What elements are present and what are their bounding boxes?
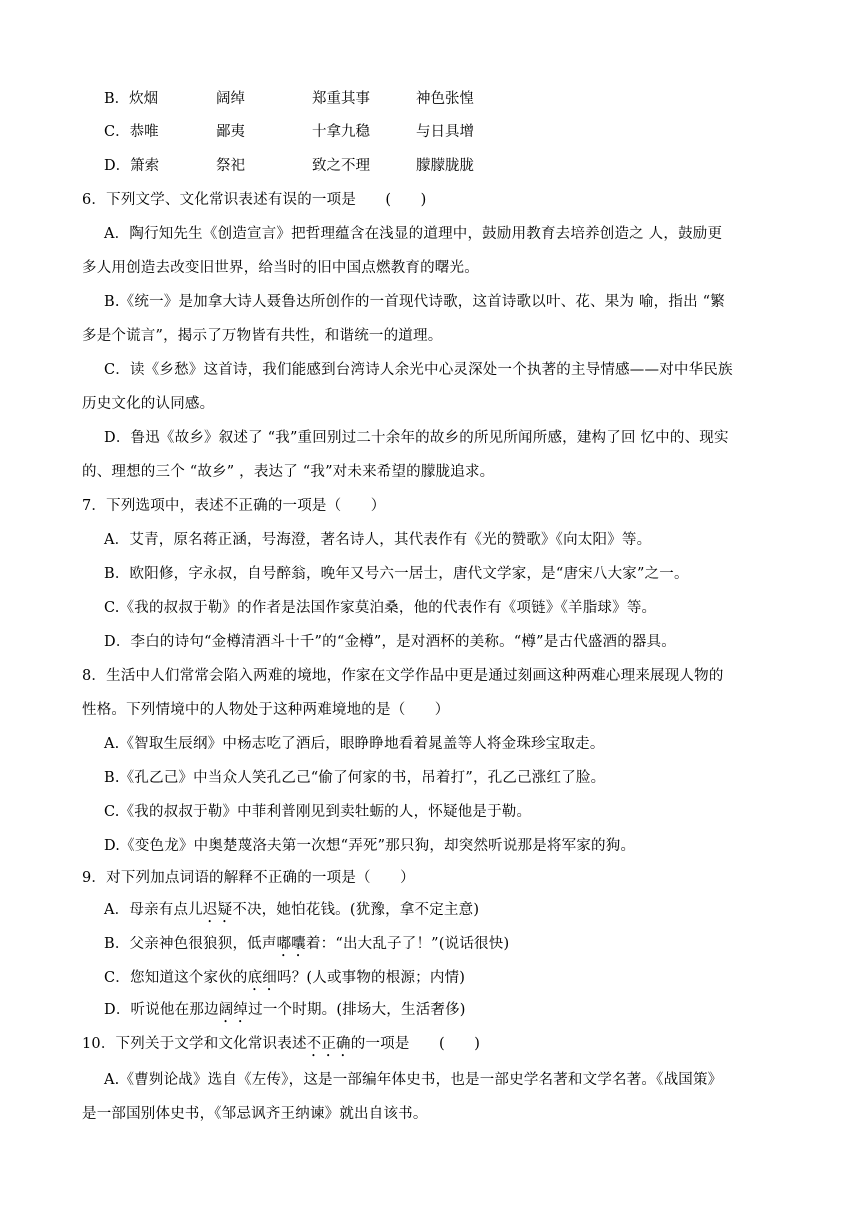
q10-option-a-line-1: A.《曹刿论战》选自《左传》，这是一部编年体史书，也是一部史学名著和文学名著。《战国策》 <box>104 1072 723 1088</box>
q9-stem: 9．对下列加点词语的解释不正确的一项是（ ） <box>82 870 415 886</box>
q6-option-d-line-2: 的、理想的三个 “故乡” ，表达了 “我”对未来希望的朦胧追求。 <box>82 464 495 480</box>
q5-option-b-word-2: 阔绰 <box>216 91 245 107</box>
q6-option-b-line-1: B.《统一》是加拿大诗人聂鲁达所创作的一首现代诗歌，这首诗歌以叶、花、果为 喻，指出 “繁 <box>104 294 725 310</box>
q6-option-c-line-1: C．读《乡愁》这首诗，我们能感到台湾诗人余光中心灵深处一个执著的主导情感——对中华民族 <box>104 362 733 378</box>
q9-option-a-suffix: 不决，她怕花钱。(犹豫，拿不定主意) <box>232 902 480 918</box>
q9-option-a-prefix: A．母亲有点儿 <box>104 902 203 918</box>
q9-option-b <box>104 934 509 960</box>
q5-option-b-word-4: 神色张惶 <box>416 91 474 107</box>
q7-option-d: D．李白的诗句“金樽清酒斗十千”的“金樽”，是对酒杯的美称。“樽”是古代盛酒的器具。 <box>104 634 676 650</box>
q10-stem-prefix: 10．下列关于文学和文化常识表述 <box>82 1036 307 1052</box>
q9-option-d-dotted-word: 阔绰 <box>218 1002 249 1018</box>
q8-option-d: D.《变色龙》中奥楚蔑洛夫第一次想“弄死”那只狗，却突然听说那是将军家的狗。 <box>104 838 636 854</box>
q6-option-c-line-2: 历史文化的认同感。 <box>82 396 215 412</box>
q8-option-a: A.《智取生辰纲》中杨志吃了酒后，眼睁睁地看着晁盖等人将金珠珍宝取走。 <box>104 736 605 752</box>
q5-option-b-word-3: 郑重其事 <box>312 91 370 107</box>
q5-option-d-word-3: 致之不理 <box>312 158 370 174</box>
q7-option-a: A．艾青，原名蒋正涵，号海澄，著名诗人，其代表作有《光的赞歌》《向太阳》等。 <box>104 532 652 548</box>
q8-option-b: B.《孔乙己》中当众人笑孔乙己“偷了何家的书，吊着打”，孔乙己涨红了脸。 <box>104 770 606 786</box>
q10-stem-dotted-word: 不正确 <box>306 1036 351 1052</box>
q8-stem-line-1: 8．生活中人们常常会陷入两难的境地，作家在文学作品中更是通过刻画这种两难心理来展现人物的 <box>82 668 724 684</box>
q10-option-a-line-2: 是一部国别体史书，《邹忌讽齐王纳谏》就出自该书。 <box>82 1106 428 1122</box>
q5-option-d-word-2: 祭祀 <box>216 158 245 174</box>
q9-option-b-suffix: 着：“出大乱子了！”(说话很快) <box>305 936 510 952</box>
q10-stem <box>82 1034 480 1060</box>
q9-option-b-dotted-word: 嘟囔 <box>276 936 306 952</box>
q8-stem-line-2: 性格。下列情境中的人物处于这种两难境地的是（ ） <box>82 702 450 718</box>
q9-option-a <box>104 900 479 926</box>
q9-option-a-dotted-word: 迟疑 <box>202 902 233 918</box>
q9-option-c-dotted-word: 底细 <box>247 970 277 986</box>
q8-option-c: C.《我的叔叔于勒》中菲利普刚见到卖牡蛎的人，怀疑他是于勒。 <box>104 804 532 820</box>
q5-option-b-word-1: B．炊烟 <box>104 91 159 107</box>
q5-option-d-word-4: 朦朦胧胧 <box>416 158 474 174</box>
q10-stem-suffix: 的一项是 ( ) <box>350 1036 481 1052</box>
q6-option-d-line-1: D．鲁迅《故乡》叙述了 “我”重回别过二十余年的故乡的所见所闻所感，建构了回 忆中的、现实 <box>104 430 729 446</box>
q7-stem: 7．下列选项中，表述不正确的一项是（ ） <box>82 498 386 514</box>
q9-option-d-prefix: D．听说他在那边 <box>104 1002 219 1018</box>
q6-option-a-line-2: 多人用创造去改变旧世界，给当时的旧中国点燃教育的曙光。 <box>82 260 479 276</box>
q7-option-b: B．欧阳修，字永叔，自号醉翁，晚年又号六一居士，唐代文学家，是“唐宋八大家”之一。 <box>104 566 689 582</box>
q6-option-b-line-2: 多是个谎言”，揭示了万物皆有共性，和谐统一的道理。 <box>82 328 443 344</box>
q9-option-c <box>104 968 465 994</box>
q7-option-c: C.《我的叔叔于勒》的作者是法国作家莫泊桑，他的代表作有《项链》《羊脂球》等。 <box>104 600 657 616</box>
q5-option-c-word-3: 十拿九稳 <box>312 124 370 140</box>
q6-stem: 6．下列文学、文化常识表述有误的一项是 ( ) <box>82 192 427 208</box>
q5-option-d-word-1: D．箫索 <box>104 158 160 174</box>
q9-option-c-prefix: C．您知道这个家伙的 <box>104 970 248 986</box>
q5-option-c-word-2: 鄙夷 <box>216 124 245 140</box>
q9-option-d <box>104 1000 466 1026</box>
q6-option-a-line-1: A．陶行知先生《创造宣言》把哲理蕴含在浅显的道理中，鼓励用教育去培养创造之 人，鼓励更 <box>104 226 723 242</box>
q5-option-c-word-1: C．恭唯 <box>104 124 159 140</box>
q9-option-b-prefix: B．父亲神色很狼狈，低声 <box>104 936 277 952</box>
q9-option-c-suffix: 吗？(人或事物的根源；内情) <box>277 970 466 986</box>
q9-option-d-suffix: 过一个时期。(排场大，生活奢侈) <box>248 1002 466 1018</box>
q5-option-c-word-4: 与日具增 <box>416 124 474 140</box>
